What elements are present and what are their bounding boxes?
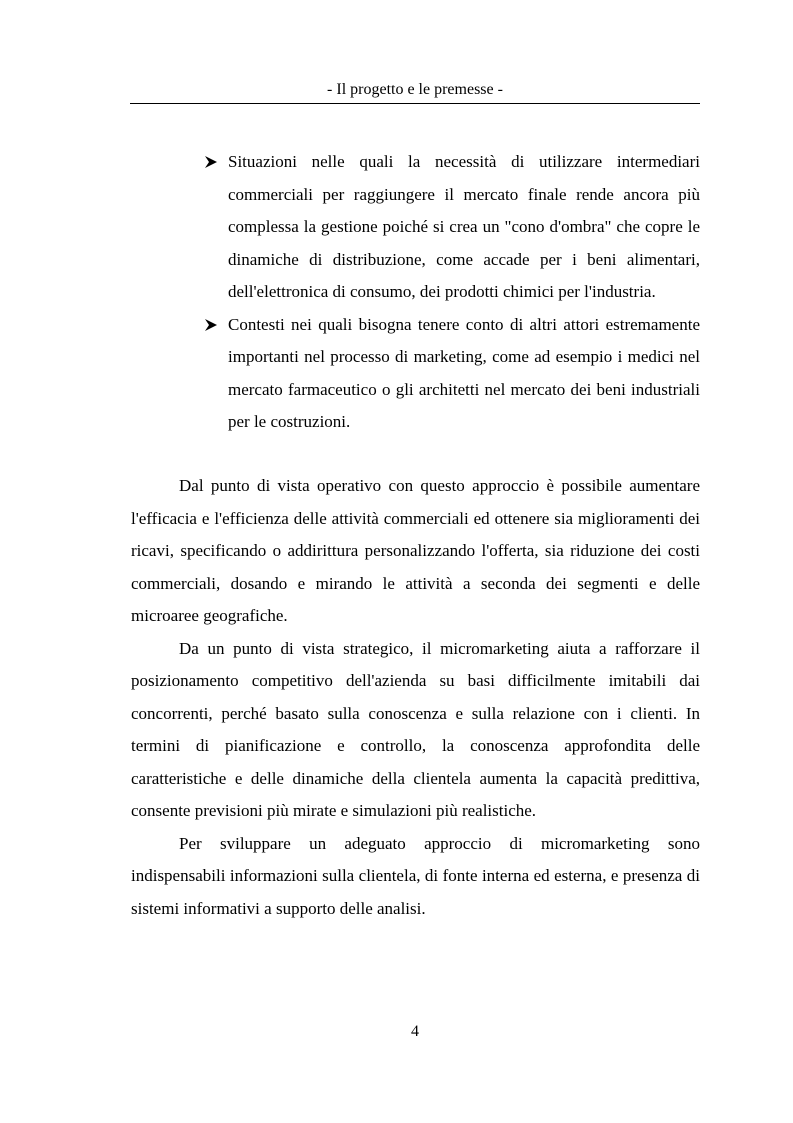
paragraph: Da un punto di vista strategico, il micromarketing aiuta a rafforzare il posizionamento competitivo dell'azienda su basi difficilmente imitabili dai concorrenti, perché basato sulla conoscenza e sulla relazione con i clienti. In termini di pianificazione e controllo, la conoscenza approfondita delle caratteristiche e delle dinamiche della clientela aumenta la capacità predittiva, consente previsioni più mirate e simulazioni più realistiche.	[131, 638, 700, 820]
page-number: 4	[411, 1023, 419, 1040]
paragraph: Per sviluppare un adeguato approccio di micromarketing sono indispensabili informazioni sulla clientela, di fonte interna ed esterna, e presenza di sistemi informativi a supporto delle analisi.	[131, 833, 700, 918]
header-divider	[130, 103, 700, 104]
bullet-item	[204, 309, 700, 439]
running-header: - Il progetto e le premesse -	[327, 81, 503, 98]
arrowhead-bullet-icon	[204, 155, 218, 169]
bullet-text: Situazioni nelle quali la necessità di utilizzare intermediari commerciali per raggiungere il mercato finale rende ancora più complessa la gestione poiché si crea un "cono d'ombra" che copre le dinamiche di distribuzione, come accade per i beni alimentari, dell'elettronica di consumo, dei prodotti chimici per l'industria.	[228, 152, 700, 301]
body-text	[131, 470, 700, 925]
arrowhead-bullet-icon	[204, 318, 218, 332]
bullet-text: Contesti nei quali bisogna tenere conto di altri attori estremamente importanti nel processo di marketing, come ad esempio i medici nel mercato farmaceutico o gli architetti nel mercato dei beni industriali per le costruzioni.	[228, 314, 700, 431]
bullet-item	[204, 146, 700, 309]
paragraph: Dal punto di vista operativo con questo approccio è possibile aumentare l'efficacia e l'efficienza delle attività commerciali ed ottenere sia miglioramenti dei ricavi, specificando o addirittura personalizzando l'offerta, sia riduzione dei costi commerciali, dosando e mirando le attività a seconda dei segmenti e delle microaree geografiche.	[131, 476, 700, 625]
bullet-list	[204, 146, 700, 439]
